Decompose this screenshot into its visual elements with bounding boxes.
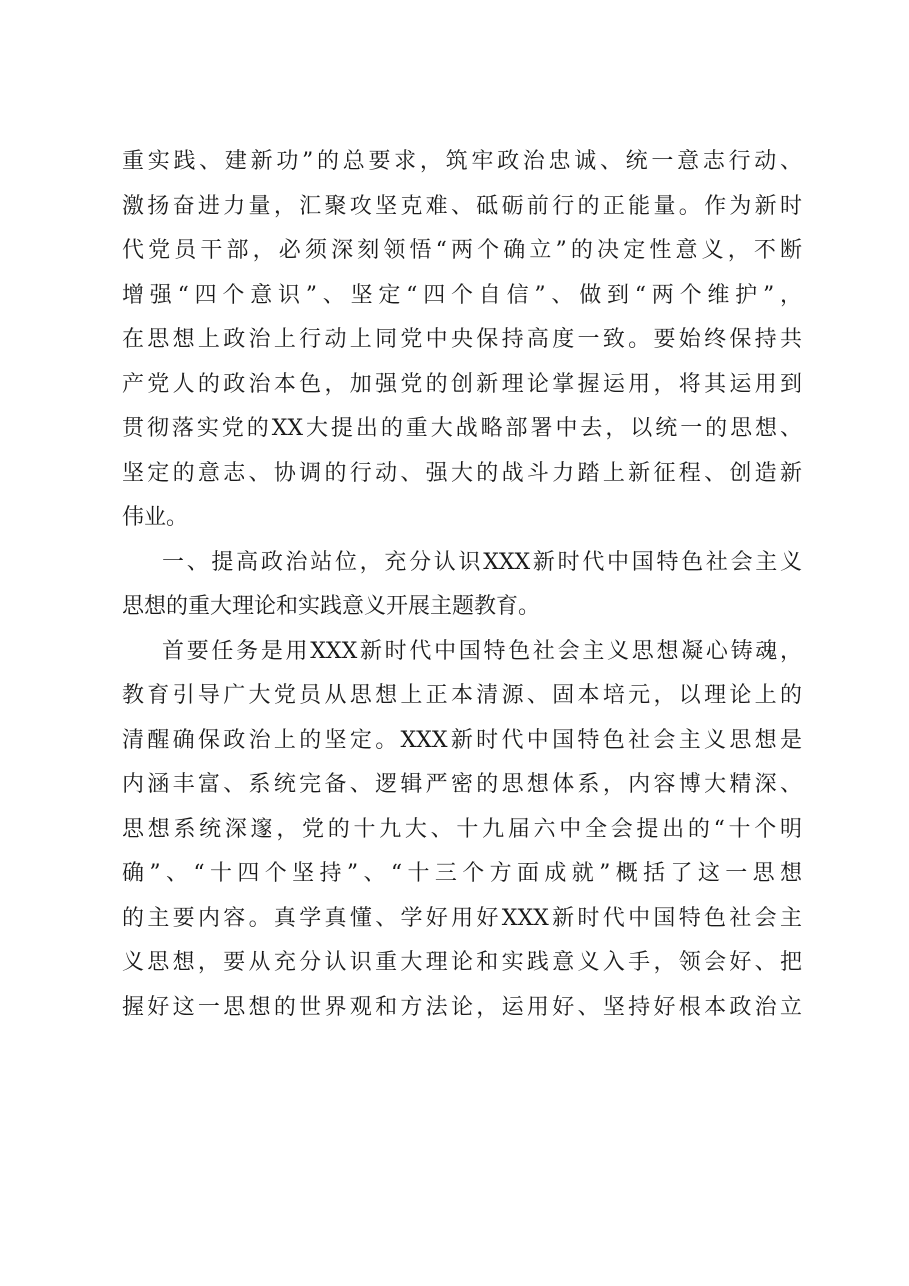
heading-line: 一、提高政治站位，充分认识XXX新时代中国特色社会主义 [162,549,802,575]
text-line: 重实践、建新功”的总要求，筑牢政治忠诚、统一意志行动、 [122,149,802,174]
paragraph-1 [122,140,802,541]
text-line: 义思想，要从充分认识重大理论和实践意义入手，领会好、把 [122,950,802,975]
text-line: 的主要内容。真学真懂、学好用好XXX新时代中国特色社会主 [122,905,802,931]
text-line: 增强“四个意识”、坚定“四个自信”、做到“两个维护”， [122,282,802,308]
text-line: 代党员干部，必须深刻领悟“两个确立”的决定性意义，不断 [122,238,802,263]
text-line: 内涵丰富、系统完备、逻辑严密的思想体系，内容博大精深、 [122,772,802,797]
heading-line: 思想的重大理论和实践意义开展主题教育。 [122,594,541,619]
text-line: 思想系统深邃，党的十九大、十九届六中全会提出的“十个明 [122,816,802,842]
section-heading-1 [122,541,802,630]
text-line: 坚定的意志、协调的行动、强大的战斗力踏上新征程、创造新 [122,460,802,486]
paragraph-2 [122,630,802,1031]
text-line: 贯彻落实党的XX大提出的重大战略部署中去，以统一的思想、 [122,416,802,441]
text-line: 伟业。 [122,505,189,530]
text-line: 确”、“十四个坚持”、“十三个方面成就”概括了这一思想 [122,861,802,886]
text-line: 清醒确保政治上的坚定。XXX新时代中国特色社会主义思想是 [122,727,802,753]
text-line: 激扬奋进力量，汇聚攻坚克难、砥砺前行的正能量。作为新时 [122,193,802,219]
text-line: 在思想上政治上行动上同党中央保持高度一致。要始终保持共 [122,327,802,352]
text-line: 首要任务是用XXX新时代中国特色社会主义思想凝心铸魂， [162,638,802,664]
text-line: 产党人的政治本色，加强党的创新理论掌握运用，将其运用到 [122,371,802,397]
document-body [122,140,802,1030]
text-line: 握好这一思想的世界观和方法论，运用好、坚持好根本政治立 [122,994,802,1020]
text-line: 教育引导广大党员从思想上正本清源、固本培元，以理论上的 [122,683,802,708]
